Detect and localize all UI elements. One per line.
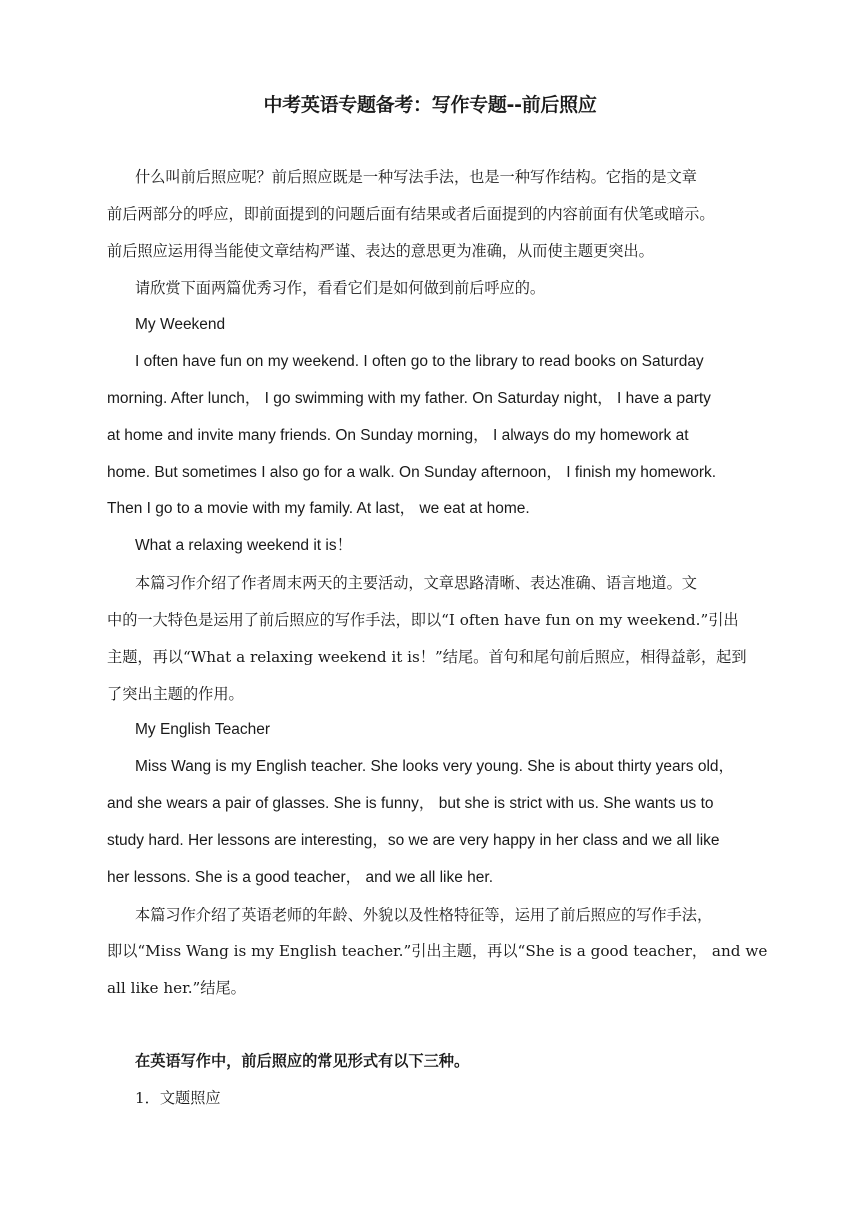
commentary-line: 了突出主题的作用。 [107,685,244,703]
essay-line: at home and invite many friends. On Sunday morning， I always do my homework at [107,427,689,444]
commentary-line: 本篇习作介绍了英语老师的年龄、外貌以及性格特征等，运用了前后照应的写作手法， [135,906,713,924]
commentary-line: 中的一大特色是运用了前后照应的写作手法，即以“I often have fun on my weekend.”引出 [107,611,739,629]
essay-line: What a relaxing weekend it is！ [135,537,353,554]
paragraph-line: 前后照应运用得当能使文章结构严谨、表达的意思更为准确，从而使主题更突出。 [107,242,654,260]
essay-title-my-weekend: My Weekend [135,316,226,333]
essay-line: her lessons. She is a good teacher， and we all like her. [107,869,494,886]
paragraph-line: 前后两部分的呼应，即前面提到的问题后面有结果或者后面提到的内容前面有伏笔或暗示。 [107,205,715,223]
paragraph-line: 什么叫前后照应呢？前后照应既是一种写法手法，也是一种写作结构。它指的是文章 [135,168,697,186]
essay-line: and she wears a pair of glasses. She is funny， but she is strict with us. She wants us to [107,795,714,812]
essay-line: study hard. Her lessons are interesting，so we are very happy in her class and we all like [107,832,720,849]
essay-line: I often have fun on my weekend. I often go to the library to read books on Saturday [135,353,704,370]
essay-line: morning. After lunch， I go swimming with my father. On Saturday night， I have a party [107,390,711,407]
list-item: 1．文题照应 [135,1089,221,1107]
essay-line: home. But sometimes I also go for a walk. On Sunday afternoon， I finish my homework. [107,464,717,481]
essay-title-my-english-teacher: My English Teacher [135,721,270,738]
commentary-line: 主题，再以“What a relaxing weekend it is！”结尾。首句和尾句前后照应，相得益彰，起到 [107,648,747,666]
commentary-line: all like her.”结尾。 [107,979,246,997]
section-heading: 在英语写作中，前后照应的常见形式有以下三种。 [135,1052,470,1070]
essay-line: Then I go to a movie with my family. At last， we eat at home. [107,500,530,517]
paragraph-line: 请欣赏下面两篇优秀习作，看看它们是如何做到前后呼应的。 [135,279,546,297]
essay-line: Miss Wang is my English teacher. She looks very young. She is about thirty years old， [135,758,735,775]
document-title: 中考英语专题备考：写作专题--前后照应 [263,94,597,116]
commentary-line: 本篇习作介绍了作者周末两天的主要活动，文章思路清晰、表达准确、语言地道。文 [135,574,697,592]
commentary-line: 即以“Miss Wang is my English teacher.”引出主题，再以“She is a good teacher， and we [107,942,768,960]
